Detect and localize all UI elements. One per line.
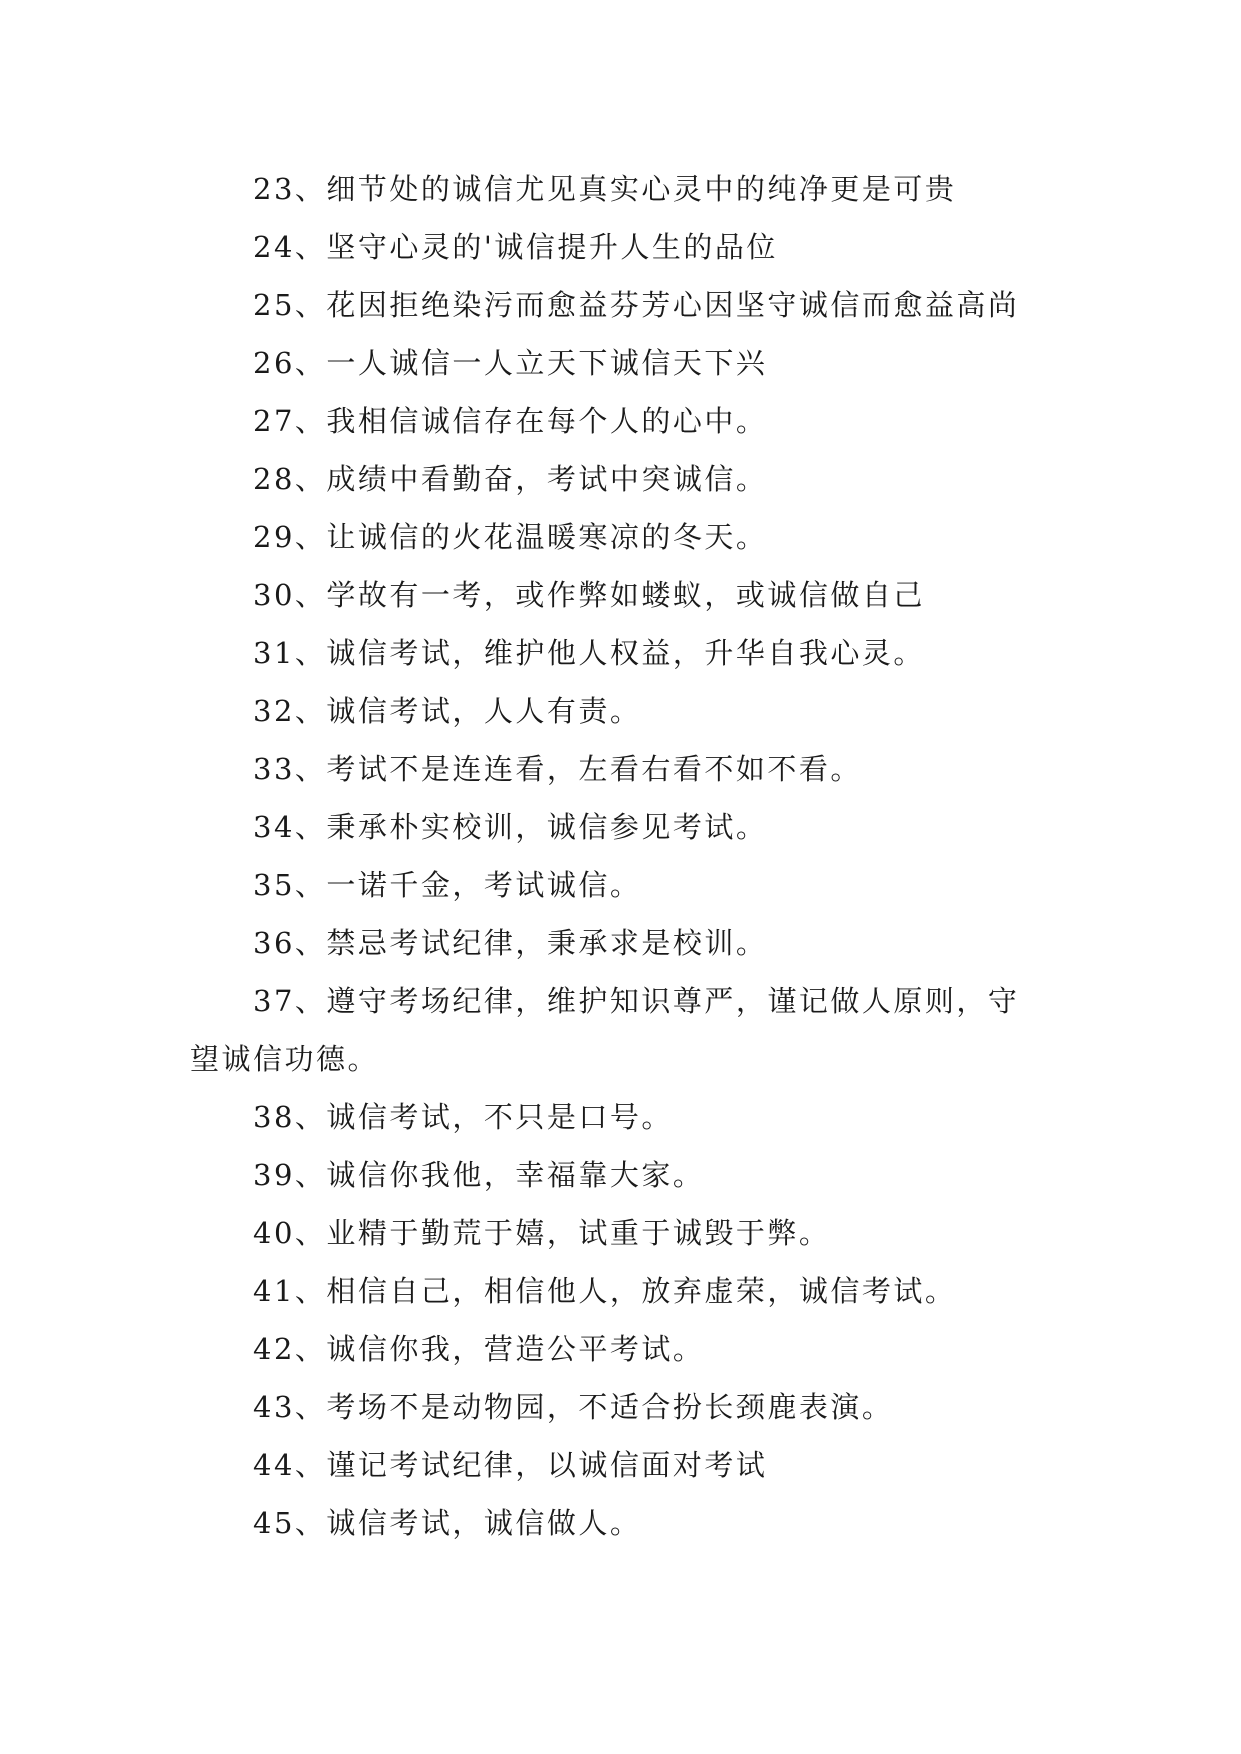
paragraph-line: 23、细节处的诚信尤见真实心灵中的纯净更是可贵 — [253, 172, 957, 206]
paragraph-line: 24、坚守心灵的'诚信提升人生的品位 — [253, 230, 778, 264]
paragraph-line: 35、一诺千金，考试诚信。 — [253, 868, 642, 902]
paragraph-line: 45、诚信考试，诚信做人。 — [253, 1506, 642, 1540]
paragraph-line: 31、诚信考试，维护他人权益，升华自我心灵。 — [253, 636, 925, 670]
paragraph-line: 34、秉承朴实校训，诚信参见考试。 — [253, 810, 768, 844]
paragraph-line: 43、考场不是动物园，不适合扮长颈鹿表演。 — [253, 1390, 894, 1424]
paragraph-line: 26、一人诚信一人立天下诚信天下兴 — [253, 346, 768, 380]
paragraph-line: 36、禁忌考试纪律，秉承求是校训。 — [253, 926, 768, 960]
paragraph-line: 33、考试不是连连看，左看右看不如不看。 — [253, 752, 862, 786]
paragraph-line: 28、成绩中看勤奋，考试中突诚信。 — [253, 462, 768, 496]
paragraph-line: 41、相信自己，相信他人，放弃虚荣，诚信考试。 — [253, 1274, 957, 1308]
paragraph-line: 39、诚信你我他，幸福靠大家。 — [253, 1158, 705, 1192]
paragraph-line: 29、让诚信的火花温暖寒凉的冬天。 — [253, 520, 768, 554]
paragraph-line: 42、诚信你我，营造公平考试。 — [253, 1332, 705, 1366]
paragraph-line: 44、谨记考试纪律，以诚信面对考试 — [253, 1448, 768, 1482]
paragraph-line: 30、学故有一考，或作弊如蝼蚁，或诚信做自己 — [253, 578, 925, 612]
paragraph-line: 27、我相信诚信存在每个人的心中。 — [253, 404, 768, 438]
paragraph-continuation-line: 望诚信功德。 — [190, 1042, 380, 1076]
paragraph-line: 40、业精于勤荒于嬉，试重于诚毁于弊。 — [253, 1216, 831, 1250]
document-body — [190, 160, 1052, 1552]
paragraph-line: 25、花因拒绝染污而愈益芬芳心因坚守诚信而愈益高尚 — [253, 288, 1020, 322]
paragraph-line: 32、诚信考试，人人有责。 — [253, 694, 642, 728]
paragraph-line: 37、遵守考场纪律，维护知识尊严，谨记做人原则，守 — [253, 984, 1020, 1018]
paragraph-line: 38、诚信考试，不只是口号。 — [253, 1100, 673, 1134]
